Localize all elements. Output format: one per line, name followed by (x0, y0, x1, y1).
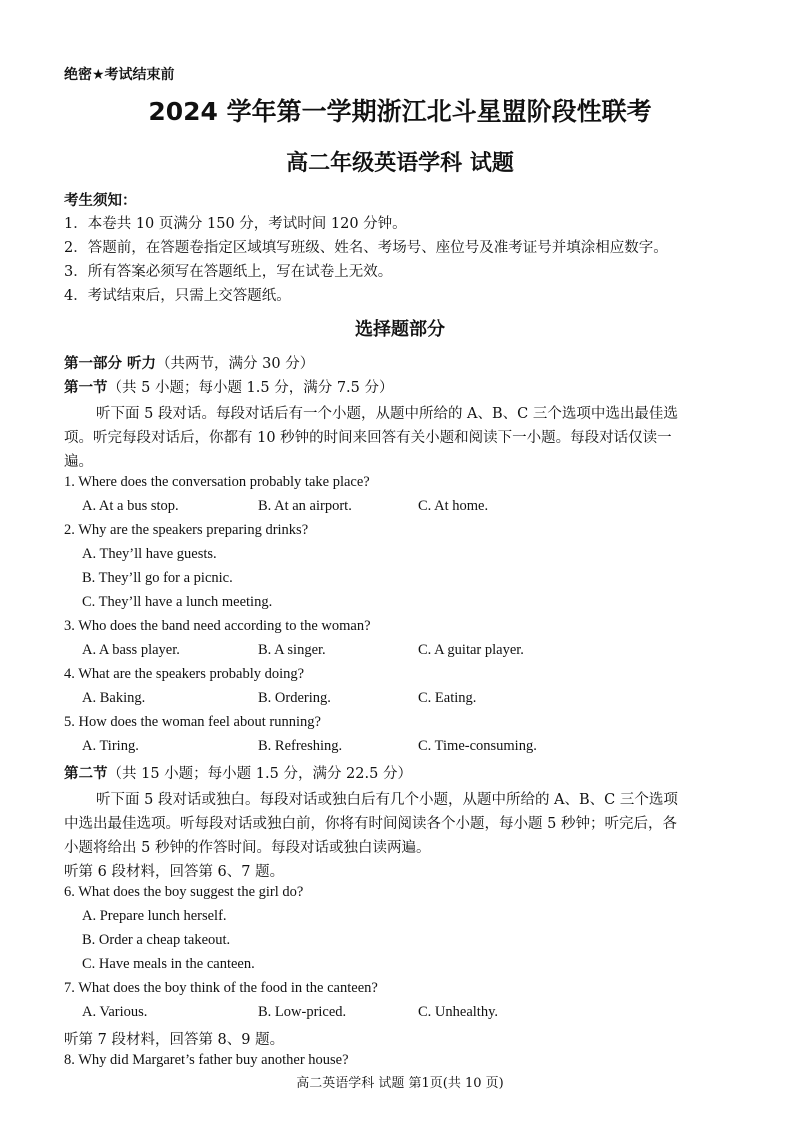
q5-option-c: C. Time-consuming. (418, 738, 537, 754)
q2-option-a: A. They’ll have guests. (82, 546, 217, 562)
part1-heading-bold: 第一部分 听力 (64, 356, 157, 372)
q1-option-c: C. At home. (418, 498, 489, 514)
q2-option-c: C. They’ll have a lunch meeting. (82, 594, 273, 610)
section1-heading-bold: 第一节 (64, 380, 108, 396)
question-7: 7. What does the boy think of the food in the canteen? (64, 980, 378, 996)
section2-heading (64, 762, 412, 783)
notice-heading: 考生须知： (64, 193, 137, 209)
material-7-note: 听第 7 段材料，回答第 8、9 题。 (64, 1032, 285, 1048)
section1-heading (64, 376, 394, 397)
exam-title: 2024 学年第一学期浙江北斗星盟阶段性联考 (148, 97, 652, 126)
exam-subtitle: 高二年级英语学科 试题 (286, 151, 514, 176)
q1-option-a: A. At a bus stop. (82, 498, 179, 514)
q6-option-c: C. Have meals in the canteen. (82, 956, 255, 972)
q2-option-b: B. They’ll go for a picnic. (82, 570, 233, 586)
q7-option-c: C. Unhealthy. (418, 1004, 499, 1020)
q6-option-b: B. Order a cheap takeout. (82, 932, 231, 948)
q6-option-a: A. Prepare lunch herself. (82, 908, 227, 924)
question-2: 2. Why are the speakers preparing drinks? (64, 522, 309, 538)
question-6: 6. What does the boy suggest the girl do? (64, 884, 304, 900)
section2-instruction: 听下面 5 段对话或独白。每段对话或独白后有几个小题，从题中所给的 A、B、C 三个选项 (96, 792, 678, 808)
page-footer: 高二英语学科 试题 第1页(共 10 页) (296, 1076, 504, 1091)
q7-option-a: A. Various. (82, 1004, 148, 1020)
question-8: 8. Why did Margaret’s father buy another house? (64, 1052, 349, 1068)
q3-option-b: B. A singer. (258, 642, 326, 658)
q4-option-c: C. Eating. (418, 690, 477, 706)
notice-item: 2．答题前，在答题卷指定区域填写班级、姓名、考场号、座位号及准考证号并填涂相应数字。 (64, 240, 668, 256)
notice-item: 1．本卷共 10 页满分 150 分，考试时间 120 分钟。 (64, 216, 407, 232)
section2-heading-rest: （共 15 小题；每小题 1.5 分，满分 22.5 分） (107, 766, 412, 782)
section1-instruction: 遍。 (64, 454, 93, 470)
question-5: 5. How does the woman feel about running? (64, 714, 321, 730)
section1-instruction: 听下面 5 段对话。每段对话后有一个小题，从题中所给的 A、B、C 三个选项中选出最佳选 (96, 406, 678, 422)
material-6-note: 听第 6 段材料，回答第 6、7 题。 (64, 864, 285, 880)
part1-heading-rest: （共两节，满分 30 分） (156, 356, 315, 372)
section2-instruction: 小题将给出 5 秒钟的作答时间。每段对话或独白读两遍。 (64, 840, 431, 856)
question-1: 1. Where does the conversation probably take place? (64, 474, 370, 490)
confidential-label: 绝密★考试结束前 (64, 67, 175, 83)
q5-option-b: B. Refreshing. (258, 738, 343, 754)
section2-heading-bold: 第二节 (64, 766, 108, 782)
section1-heading-rest: （共 5 小题；每小题 1.5 分，满分 7.5 分） (107, 380, 394, 396)
q5-option-a: A. Tiring. (82, 738, 139, 754)
q3-option-a: A. A bass player. (82, 642, 180, 658)
q7-option-b: B. Low-priced. (258, 1004, 347, 1020)
section2-instruction: 中选出最佳选项。听每段对话或独白前，你将有时间阅读各个小题，每小题 5 秒钟；听完后，各 (64, 816, 677, 832)
notice-item: 3．所有答案必须写在答题纸上，写在试卷上无效。 (64, 264, 393, 280)
section1-instruction: 项。听完每段对话后，你都有 10 秒钟的时间来回答有关小题和阅读下一小题。每段对话仅读一 (64, 430, 672, 446)
part1-heading (64, 352, 314, 373)
q4-option-b: B. Ordering. (258, 690, 331, 706)
q3-option-c: C. A guitar player. (418, 642, 524, 658)
question-4: 4. What are the speakers probably doing? (64, 666, 305, 682)
q4-option-a: A. Baking. (82, 690, 146, 706)
question-3: 3. Who does the band need according to the woman? (64, 618, 371, 634)
notice-item: 4．考试结束后，只需上交答题纸。 (64, 288, 291, 304)
section-title: 选择题部分 (355, 319, 445, 340)
q1-option-b: B. At an airport. (258, 498, 352, 514)
